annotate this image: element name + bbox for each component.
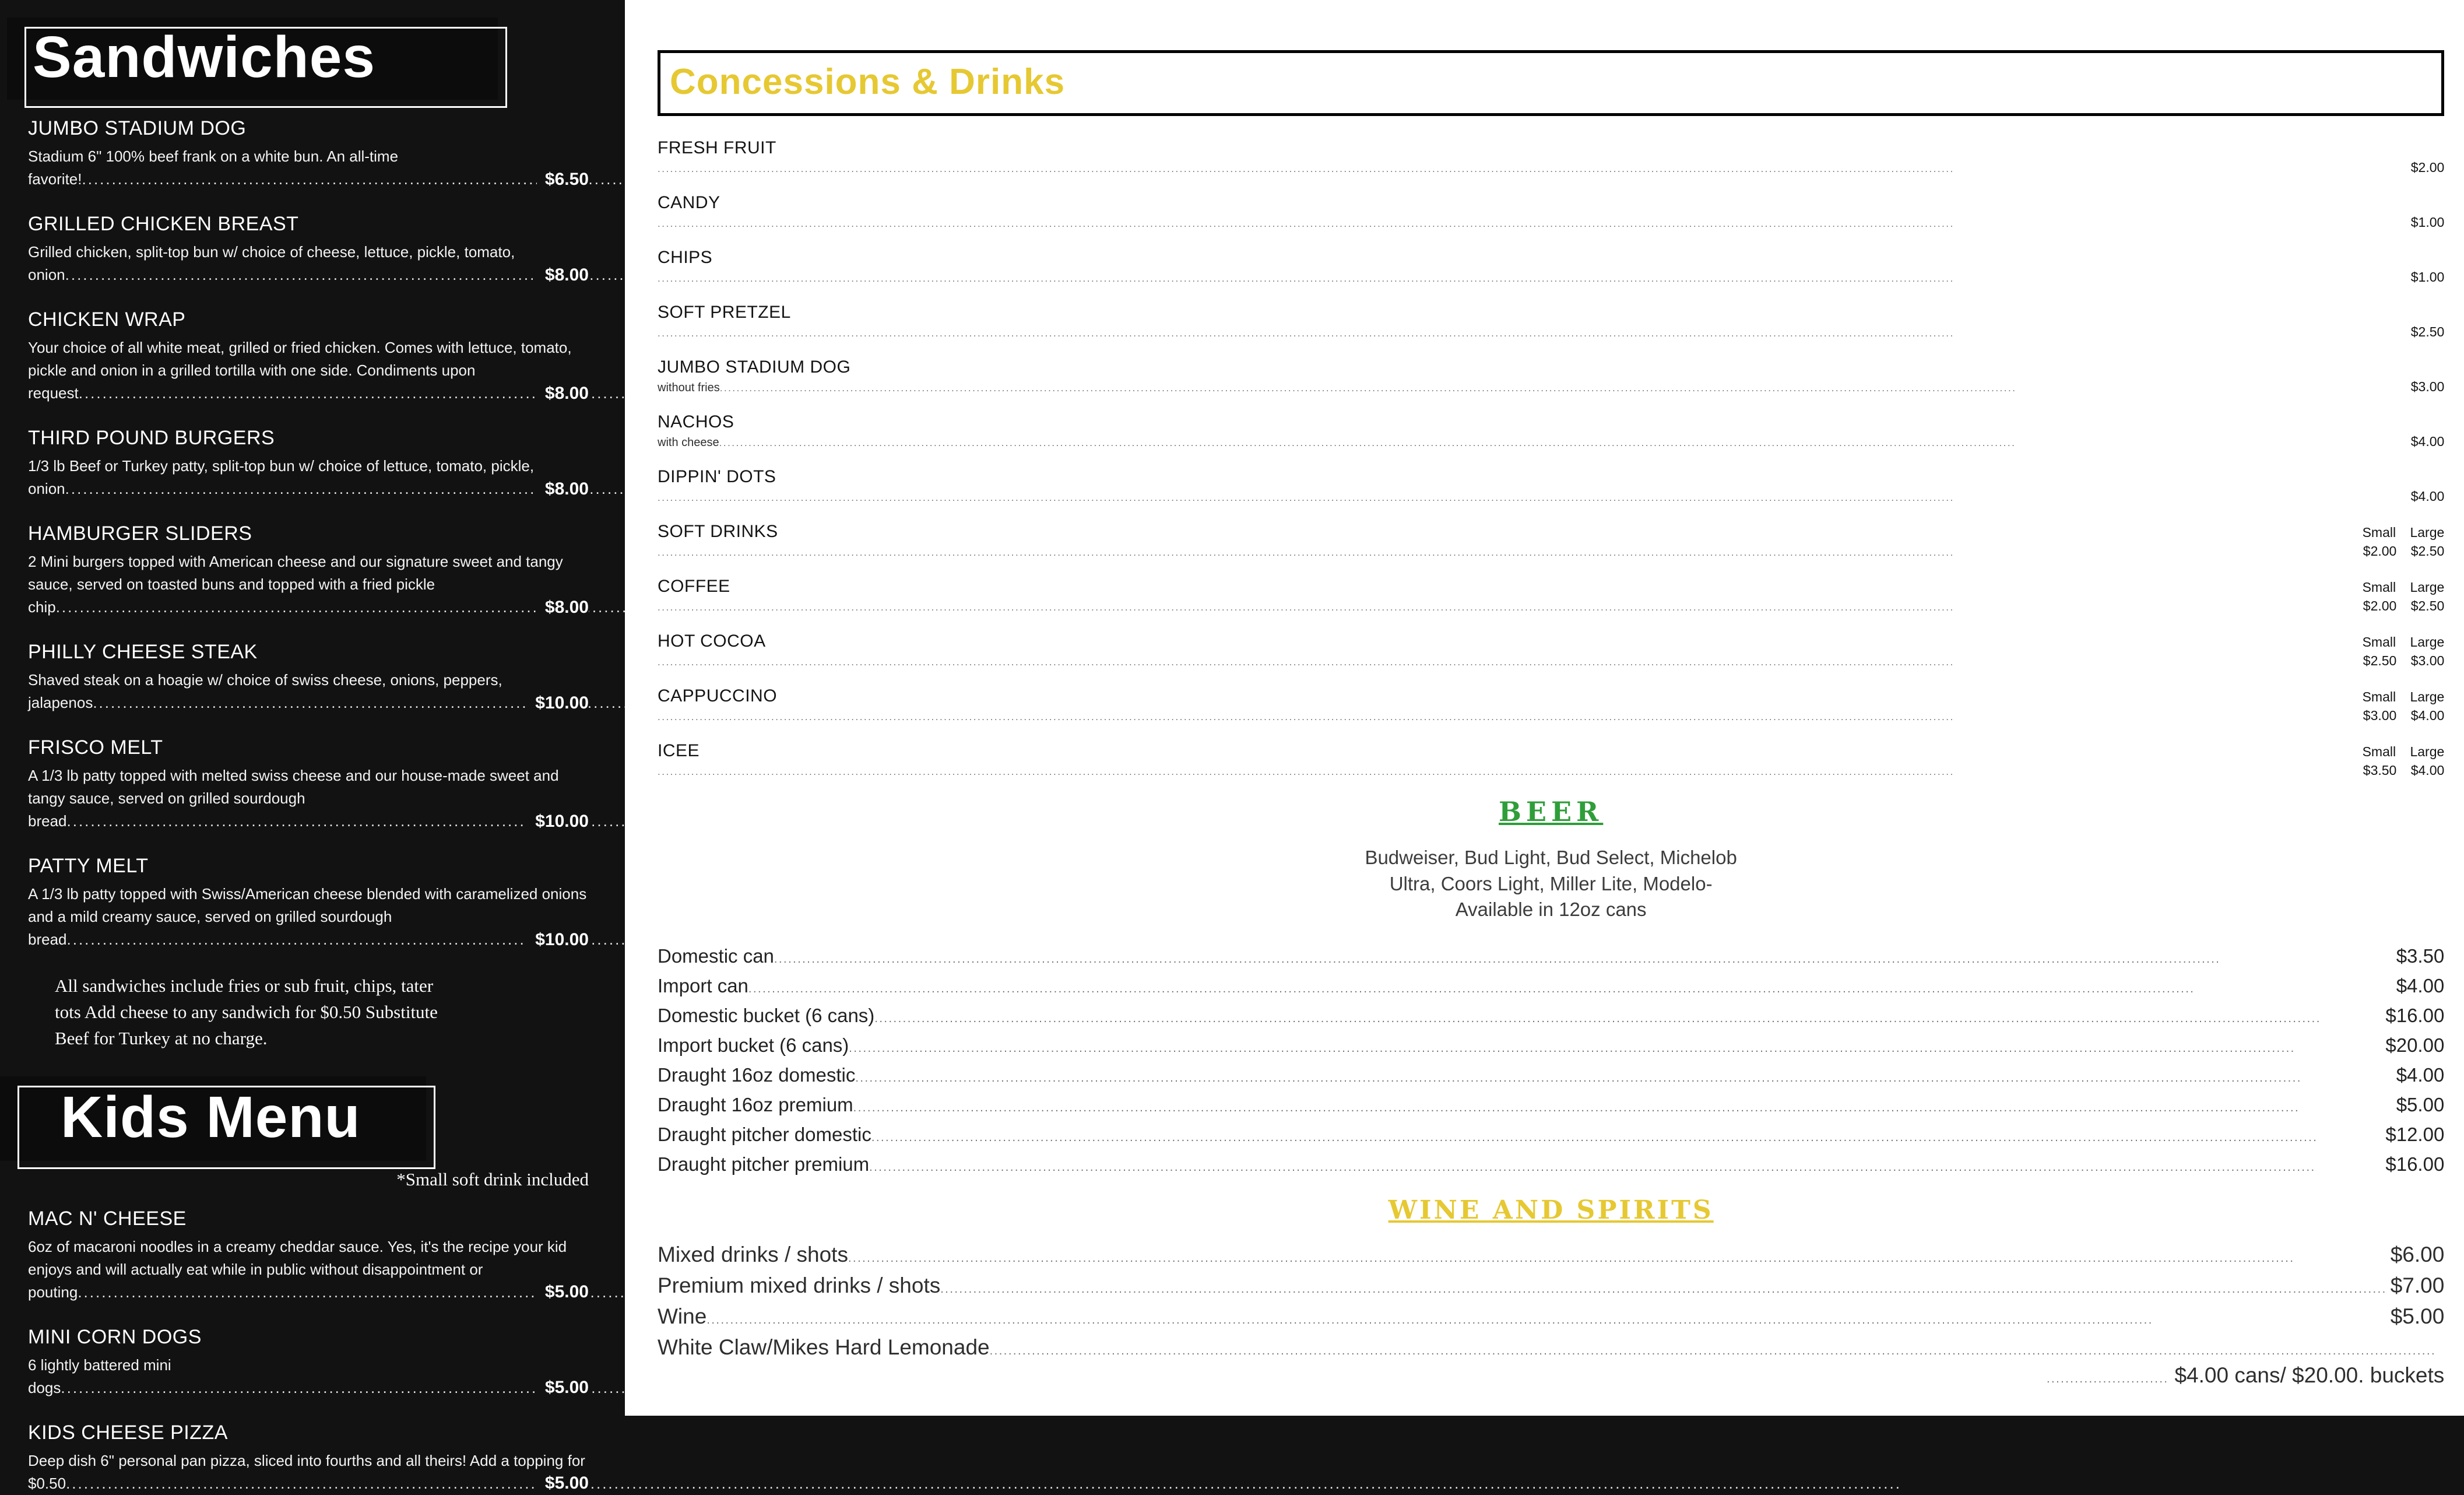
sandwiches-title: Sandwiches: [33, 24, 375, 90]
menu-item: [28, 641, 589, 714]
dot-leader: [658, 328, 2406, 339]
menu-item-name: FRISCO MELT: [28, 736, 163, 759]
menu-item-desc-row: [28, 1354, 589, 1399]
kids-menu-title: Kids Menu: [61, 1084, 361, 1150]
drink-price: $12.00: [2385, 1123, 2445, 1145]
drink-row: [658, 945, 2444, 967]
drink-row: [658, 1005, 2444, 1027]
menu-item-desc-row: [28, 883, 589, 951]
dot-leader: [774, 953, 2393, 966]
concession-item: [658, 193, 2444, 230]
drink-price: $20.00: [2385, 1034, 2445, 1056]
concession-subtext: with cheese: [658, 436, 719, 449]
dot-leader: [720, 382, 2406, 394]
drink-name: Premium mixed drinks / shots: [658, 1273, 941, 1297]
menu-item-price: $8.00: [537, 479, 589, 500]
menu-item: [28, 522, 589, 619]
dot-leader: [719, 437, 2406, 449]
dot-leader: [990, 1345, 2445, 1358]
concession-name: CANDY: [658, 193, 720, 212]
wine-section-title: WINE AND SPIRITS: [1388, 1195, 1714, 1225]
drink-name: Draught pitcher premium: [658, 1153, 870, 1175]
size-label: Small Large: [2362, 689, 2445, 704]
menu-item-price: $8.00: [537, 265, 589, 286]
concession-price: $2.00 $2.50: [2363, 543, 2445, 559]
menu-item-name: JUMBO STADIUM DOG: [28, 117, 247, 139]
concessions-title: Concessions & Drinks: [670, 62, 1066, 102]
drink-name: Draught 16oz domestic: [658, 1064, 856, 1086]
menu-item-desc: Your choice of all white meat, grilled or fried chicken. Comes with lettuce, tomato, pickle and onion in a grilled tortilla with one side. Condiments upon request: [28, 339, 572, 402]
menu-item-desc: A 1/3 lb patty topped with Swiss/American cheese blended with caramelized onions and a mild creamy sauce, served on grilled sourdough bread: [28, 885, 587, 948]
drink-price: $4.00: [2396, 974, 2445, 996]
drink-name: Wine: [658, 1304, 707, 1328]
drink-row: [658, 975, 2444, 997]
menu-item-desc: A 1/3 lb patty topped with melted swiss cheese and our house-made sweet and tangy sauce, served on grilled sourdough bread: [28, 767, 559, 830]
menu-item-desc: Shaved steak on a hoagie w/ choice of swiss cheese, onions, peppers, jalapenos: [28, 671, 502, 711]
kids-menu-subnote: *Small soft drink included: [396, 1168, 589, 1189]
concession-name: HOT COCOA: [658, 631, 766, 651]
drink-price: $5.00: [2390, 1304, 2445, 1328]
concession-price: $1.00: [2410, 269, 2445, 285]
sandwich-note: All sandwiches include fries or sub fruit, chips, tater tots Add cheese to any sandwich for $0.50 Substitute Beef for Turkey at no charge.: [55, 975, 438, 1048]
menu-item-desc: 6 lightly battered mini dogs: [28, 1356, 171, 1396]
concession-price: $2.50 $3.00: [2363, 653, 2445, 668]
kids-menu-title-box: [0, 1076, 426, 1161]
menu-item: [28, 736, 589, 833]
dot-leader: [849, 1042, 2382, 1055]
concession-item: [658, 138, 2444, 176]
size-label: Small Large: [2362, 634, 2445, 650]
dot-leader: [940, 1283, 2386, 1296]
size-label: Small Large: [2362, 744, 2445, 759]
menu-item-desc-row: [28, 764, 589, 833]
dot-leader: [658, 766, 2358, 778]
menu-item-price: $10.00: [527, 930, 589, 950]
concessions-title-box: [658, 50, 2444, 116]
drink-row: [658, 1124, 2444, 1146]
menu-item-name: GRILLED CHICKEN BREAST: [28, 213, 299, 235]
concession-price: $2.50: [2410, 324, 2445, 339]
menu-item-name: KIDS CHEESE PIZZA: [28, 1421, 228, 1444]
menu-item-name: CHICKEN WRAP: [28, 308, 186, 331]
menu-item-price: $5.00: [537, 1378, 589, 1398]
menu-item-name: PHILLY CHEESE STEAK: [28, 641, 258, 663]
drink-name: Domestic bucket (6 cans): [658, 1004, 875, 1026]
concession-name: COFFEE: [658, 577, 730, 596]
dot-leader: [66, 1475, 1901, 1492]
drink-price: $3.50: [2396, 945, 2445, 967]
menu-item-desc: Grilled chicken, split-top bun w/ choice of cheese, lettuce, pickle, tomato, onion: [28, 243, 515, 283]
dot-leader: [658, 273, 2406, 285]
concession-price: $4.00: [2410, 434, 2445, 449]
beer-price-list: [658, 945, 2444, 1175]
menu-item-desc-row: [28, 550, 589, 619]
dot-leader: [706, 1314, 2386, 1327]
dot-leader: [658, 163, 2406, 175]
menu-item-desc-row: [28, 1236, 589, 1304]
dot-leader: [658, 657, 2358, 668]
menu-item: [28, 1208, 589, 1304]
dot-leader: [658, 492, 2406, 504]
menu-item-name: MAC N' CHEESE: [28, 1207, 187, 1230]
concession-name: FRESH FRUIT: [658, 138, 776, 157]
menu-item-desc-row: [28, 145, 589, 191]
menu-item: [28, 1422, 589, 1495]
drink-name: Mixed drinks / shots: [658, 1242, 848, 1266]
concession-item: [658, 741, 2444, 778]
concession-name: SOFT DRINKS: [658, 522, 778, 541]
drink-row: [658, 1273, 2444, 1298]
concession-price: $3.50 $4.00: [2363, 763, 2445, 778]
drink-price: $7.00: [2390, 1273, 2445, 1297]
concession-item: [658, 248, 2444, 285]
menu-item-desc-row: [28, 241, 589, 286]
menu-item-price: $10.00: [527, 812, 589, 832]
menu-item-desc-row: [28, 669, 589, 714]
concession-name: CHIPS: [658, 248, 713, 267]
concession-item: [658, 357, 2444, 395]
drink-row: [658, 1304, 2444, 1329]
concession-item: [658, 467, 2444, 504]
drink-name: Draught 16oz premium: [658, 1093, 853, 1115]
concession-subtext: without fries: [658, 381, 720, 394]
drink-name: Domestic can: [658, 945, 774, 967]
size-label: Small Large: [2362, 525, 2445, 540]
dot-leader: [658, 711, 2358, 723]
drink-price: $5.00: [2396, 1093, 2445, 1115]
menu-item-price: $5.00: [537, 1473, 589, 1494]
drink-row: [658, 1034, 2444, 1057]
dot-leader: [871, 1131, 2382, 1145]
concessions-column: [625, 0, 2464, 1450]
menu-item-price: $6.50: [537, 170, 589, 190]
wine-price-list: [658, 1243, 2444, 1388]
size-label: Small Large: [2362, 580, 2445, 595]
dot-leader: [848, 1252, 2387, 1265]
drink-price: $16.00: [2385, 1004, 2445, 1026]
drink-name: Import bucket (6 cans): [658, 1034, 849, 1056]
menu-item-desc-row: [28, 455, 589, 500]
beer-section-title: BEER: [1499, 796, 1604, 827]
drink-name: White Claw/Mikes Hard Lemonade: [658, 1335, 990, 1359]
concession-item: [658, 631, 2444, 669]
drink-name: Draught pitcher domestic: [658, 1123, 871, 1145]
menu-item: [28, 117, 589, 191]
drink-price: $16.00: [2385, 1153, 2445, 1175]
concession-price: $4.00: [2410, 489, 2445, 504]
menu-item-name: THIRD POUND BURGERS: [28, 427, 275, 449]
beer-brands-text: Budweiser, Bud Light, Bud Select, Michelob Ultra, Coors Light, Miller Lite, Modelo- Available in 12oz cans: [1365, 847, 1737, 921]
concession-item: [658, 686, 2444, 724]
dot-leader: [869, 1161, 2382, 1174]
concession-item: [658, 577, 2444, 614]
menu-item: [28, 1326, 589, 1399]
dot-leader: [658, 547, 2358, 559]
menu-item-desc: Stadium 6" 100% beef frank on a white bun. An all-time favorite!: [28, 148, 399, 188]
dot-leader: [855, 1072, 2392, 1085]
drink-price: $6.00: [2390, 1242, 2445, 1266]
menu-item-desc: 1/3 lb Beef or Turkey patty, split-top bun w/ choice of lettuce, tomato, pickle, onion: [28, 457, 535, 497]
menu-item: [28, 213, 589, 286]
concession-name: ICEE: [658, 741, 700, 760]
concession-item: [658, 303, 2444, 340]
concession-name: JUMBO STADIUM DOG: [658, 357, 851, 377]
concession-price: $2.00: [2410, 160, 2445, 175]
menu-item-price: $8.00: [537, 384, 589, 404]
concession-item: [658, 412, 2444, 450]
concession-price: $2.00 $2.50: [2363, 598, 2445, 613]
drink-row: [658, 1064, 2444, 1086]
concession-price: $3.00: [2410, 379, 2445, 394]
menu-item-desc: Deep dish 6" personal pan pizza, sliced into fourths and all theirs! Add a topping for $0.50: [28, 1451, 585, 1492]
drink-row: [658, 1243, 2444, 1267]
drink-price: $4.00: [2396, 1064, 2445, 1086]
menu-item-name: MINI CORN DOGS: [28, 1325, 202, 1348]
menu-item: [28, 855, 589, 951]
dot-leader: [658, 218, 2406, 230]
concession-price: $3.00 $4.00: [2363, 708, 2445, 723]
menu-item: [28, 308, 589, 405]
drink-price: ..... $4.00 cans/ $20.00. buckets: [2043, 1363, 2444, 1388]
bottom-black-bar: [625, 1416, 2464, 1450]
menu-item: [28, 427, 589, 500]
drink-row: [658, 1153, 2444, 1175]
sandwiches-column: [0, 0, 625, 1493]
menu-item-price: $8.00: [537, 598, 589, 618]
menu-item-desc: 2 Mini burgers topped with American cheese and our signature sweet and tangy sauce, served on toasted buns and topped with a fried pickle chip: [28, 553, 563, 616]
concession-name: NACHOS: [658, 412, 734, 431]
drink-row: [658, 1335, 2444, 1388]
menu-item-price: $5.00: [537, 1282, 589, 1303]
sandwiches-title-box: [7, 17, 498, 100]
concession-price: $1.00: [2410, 215, 2445, 230]
menu-item-name: PATTY MELT: [28, 855, 149, 877]
menu-item-name: HAMBURGER SLIDERS: [28, 522, 252, 545]
dot-leader: [853, 1101, 2393, 1115]
concession-name: CAPPUCCINO: [658, 686, 778, 706]
concession-name: DIPPIN' DOTS: [658, 467, 776, 486]
drink-name: Import can: [658, 974, 748, 996]
concession-item: [658, 522, 2444, 559]
dot-leader: [874, 1012, 2382, 1026]
dot-leader: [748, 982, 2393, 996]
menu-item-price: $10.00: [527, 693, 589, 714]
menu-item-desc-row: [28, 336, 589, 405]
drink-row: [658, 1094, 2444, 1116]
menu-item-desc: 6oz of macaroni noodles in a creamy cheddar sauce. Yes, it's the recipe your kid enjoys and will actually eat while in public without disappointment or pouting: [28, 1237, 567, 1301]
menu-item-desc-row: [28, 1450, 589, 1495]
concession-name: SOFT PRETZEL: [658, 303, 791, 322]
dot-leader: [658, 602, 2358, 613]
